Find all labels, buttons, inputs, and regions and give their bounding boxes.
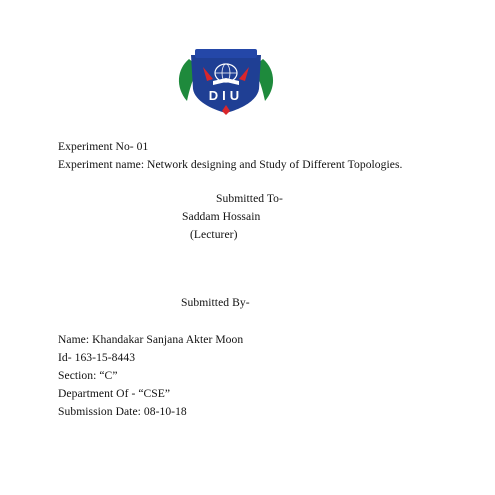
student-section: Section: “C” [58, 369, 118, 382]
teacher-name: Saddam Hossain [182, 210, 261, 223]
logo-banner [195, 49, 257, 58]
experiment-number: Experiment No- 01 [58, 140, 149, 153]
student-id: Id- 163-15-8443 [58, 351, 136, 364]
teacher-designation: (Lecturer) [190, 228, 238, 241]
submitted-to-heading: Submitted To- [216, 192, 283, 205]
student-department: Department Of - “CSE” [58, 387, 171, 400]
university-logo [173, 47, 279, 115]
logo-letters: DIU [208, 88, 244, 103]
experiment-name: Experiment name: Network designing and Study of Different Topologies. [58, 158, 403, 171]
submitted-by-heading: Submitted By- [181, 296, 250, 309]
student-name: Name: Khandakar Sanjana Akter Moon [58, 333, 244, 346]
submission-date: Submission Date: 08-10-18 [58, 405, 187, 418]
